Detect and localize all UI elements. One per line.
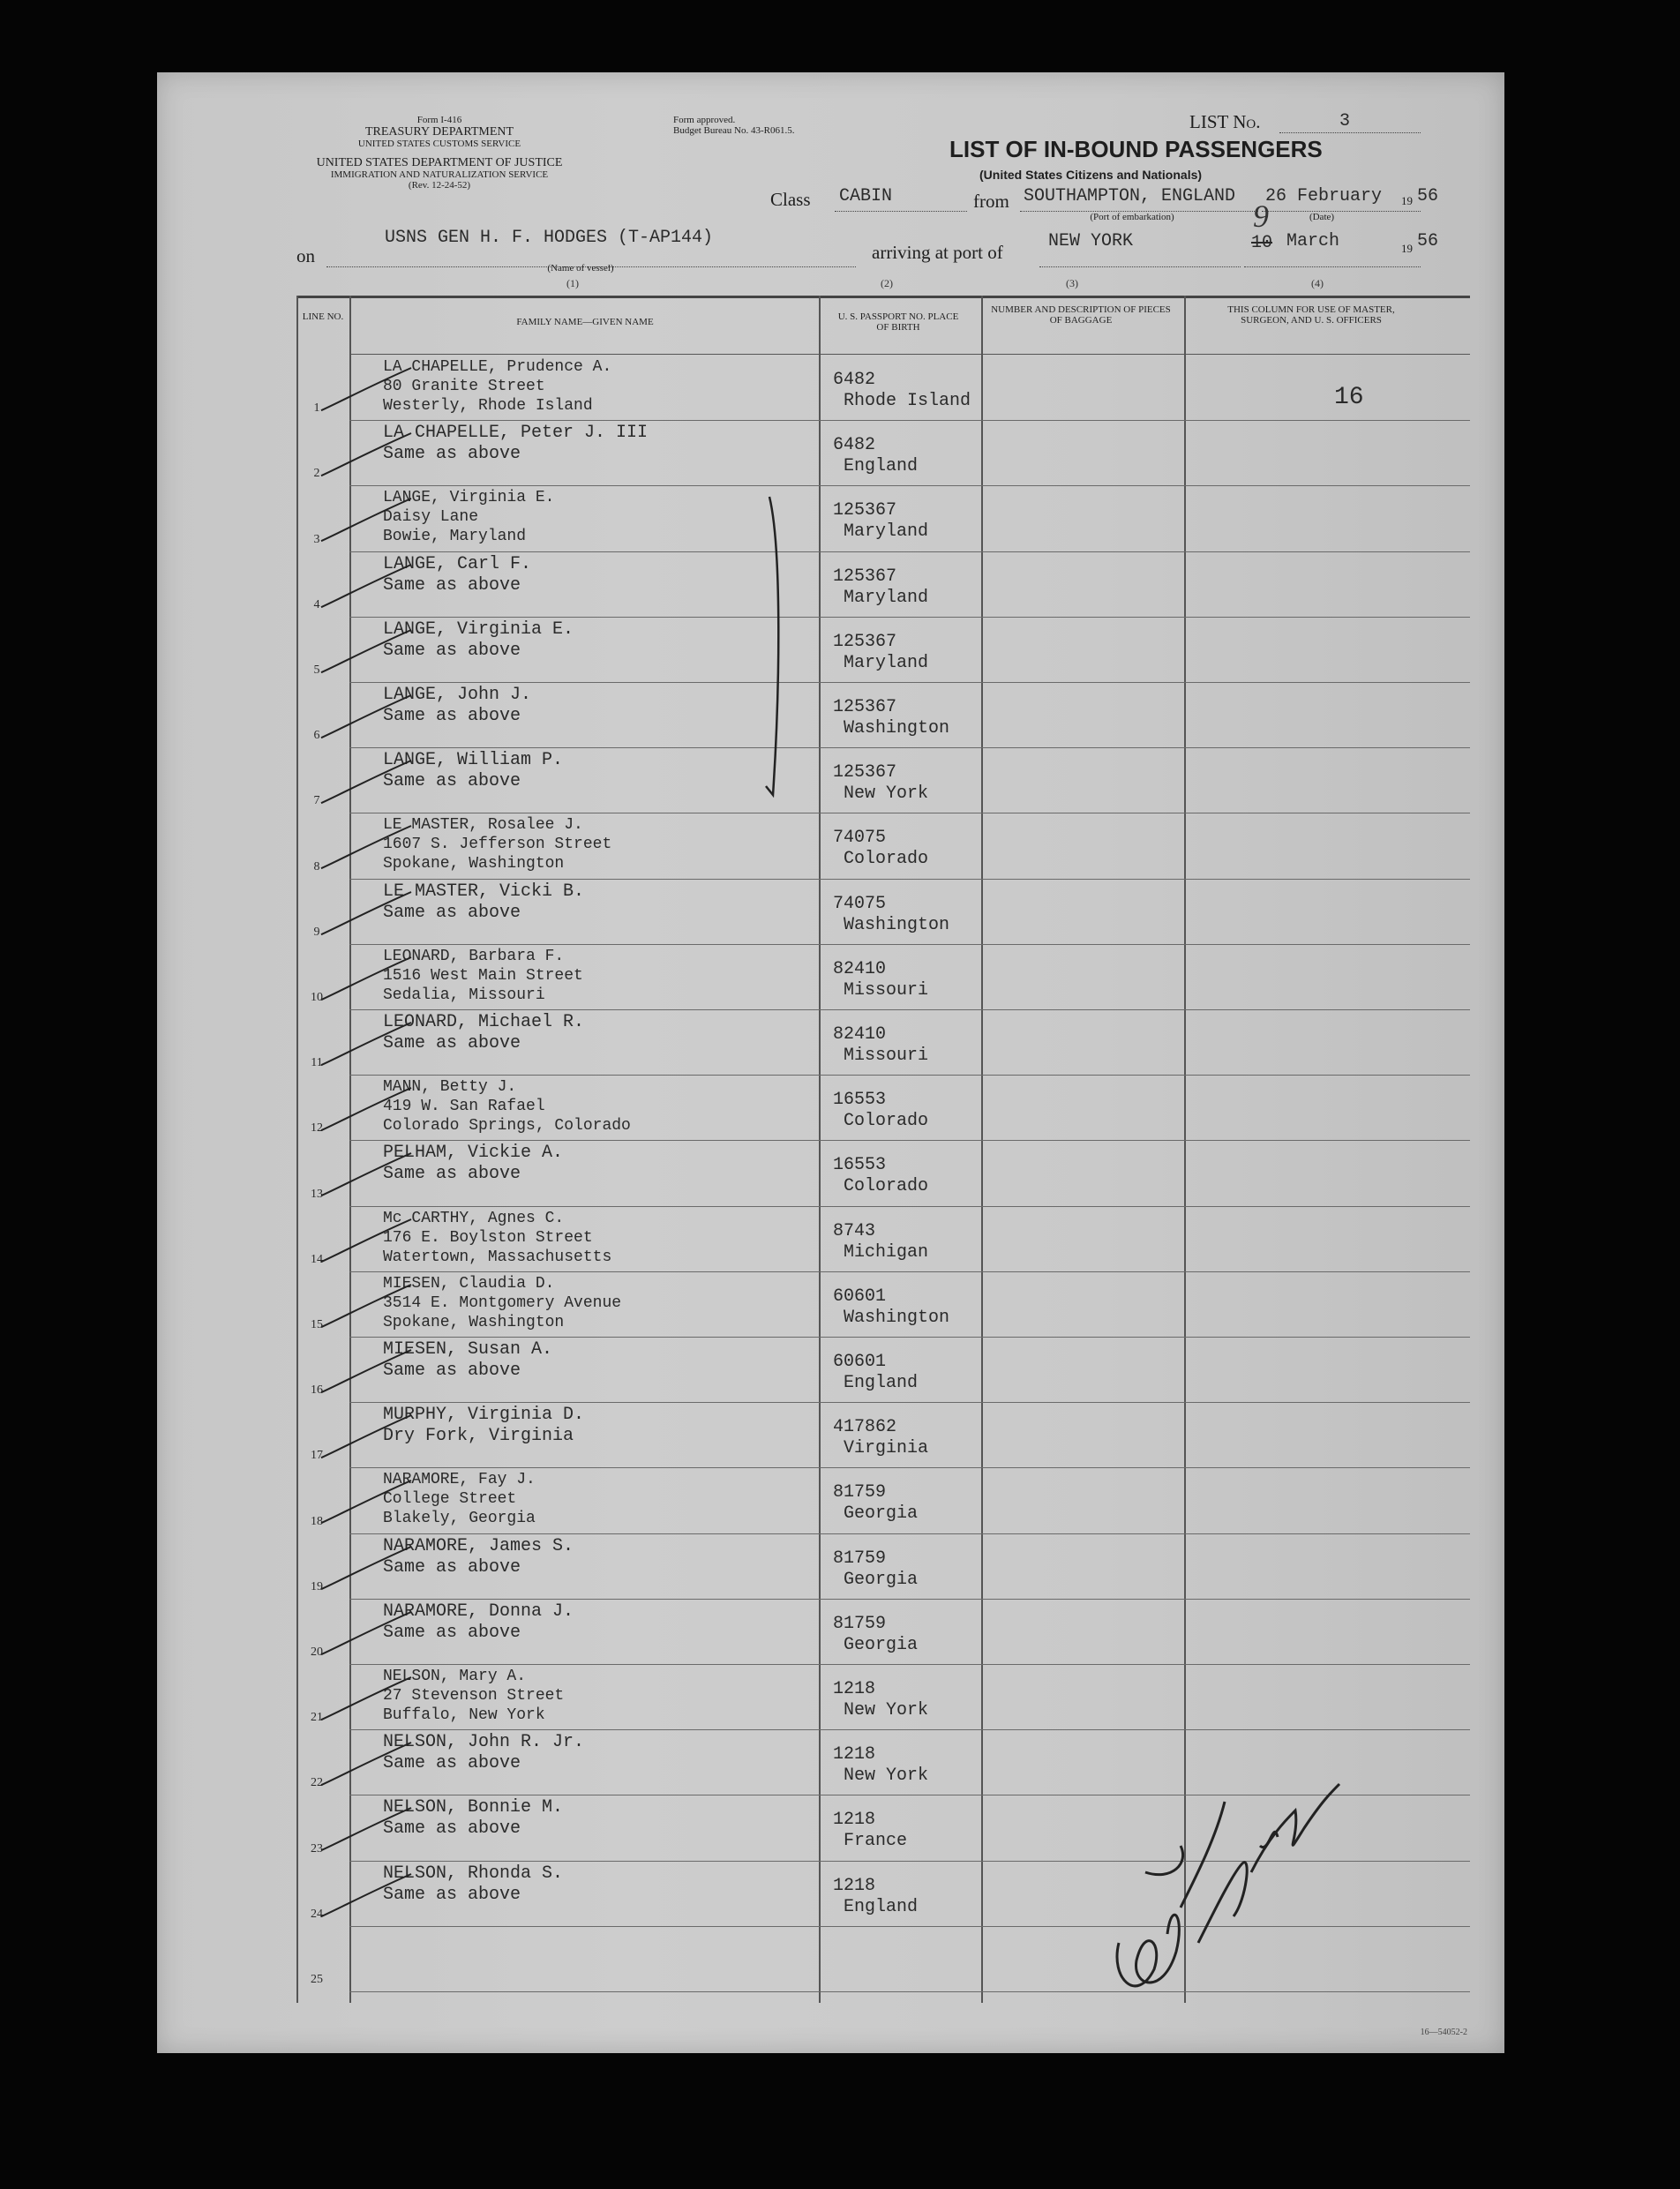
check-mark xyxy=(318,1600,415,1665)
table-row xyxy=(296,1272,1470,1338)
check-mark xyxy=(318,356,415,421)
line-number: 7 xyxy=(313,794,320,808)
line-number: 12 xyxy=(311,1121,323,1136)
officer-note: 16 xyxy=(1334,384,1364,411)
table-row xyxy=(296,421,1470,486)
header-bottom-rule xyxy=(349,354,1470,355)
line-number: 8 xyxy=(313,859,320,873)
vessel-name-value: USNS GEN H. F. HODGES (T-AP144) xyxy=(385,228,714,248)
passenger-name-address: PELHAM, Vickie A. Same as above xyxy=(383,1143,564,1185)
officers-header: THIS COLUMN FOR USE OF MASTER, SURGEON, AND U. S. OFFICERS xyxy=(1227,304,1395,326)
check-mark xyxy=(318,1141,415,1206)
budget-bureau-no: Budget Bureau No. 43-R061.5. xyxy=(673,125,795,136)
footer-print-code: 16—54052-2 xyxy=(1420,2028,1467,2037)
table-row xyxy=(296,552,1470,618)
passenger-name-address: MANN, Betty J. 419 W. San Rafael Colorado Springs, Colorado xyxy=(383,1078,631,1136)
check-mark xyxy=(318,1076,415,1141)
passport-birthplace: 1218 New York xyxy=(833,1679,929,1720)
passenger-name-address: MURPHY, Virginia D. Dry Fork, Virginia xyxy=(383,1405,585,1447)
list-no-label: LIST No. xyxy=(1189,111,1261,132)
check-mark xyxy=(318,1468,415,1533)
column-number-3: (3) xyxy=(1066,277,1078,289)
table-row xyxy=(296,1600,1470,1665)
table-row xyxy=(296,1010,1470,1076)
passport-header: U. S. PASSPORT NO. PLACE OF BIRTH xyxy=(837,311,959,333)
passport-birthplace: 6482 Rhode Island xyxy=(833,370,971,411)
passport-birthplace: 125367 Maryland xyxy=(833,566,929,608)
list-no-value: 3 xyxy=(1339,111,1351,131)
table-row xyxy=(296,1534,1470,1600)
table-row xyxy=(296,1403,1470,1468)
check-mark xyxy=(318,945,415,1010)
line-number: 3 xyxy=(313,532,320,546)
check-mark xyxy=(318,813,415,879)
passport-birthplace: 16553 Colorado xyxy=(833,1155,929,1197)
date-value: 26 February xyxy=(1265,186,1383,206)
passport-birthplace: 8743 Michigan xyxy=(833,1220,929,1263)
line-number: 6 xyxy=(313,729,320,743)
passenger-name-address: NELSON, John R. Jr. Same as above xyxy=(383,1732,585,1774)
passenger-name-address: Mc CARTHY, Agnes C. 176 E. Boylston Street Watertown, Massachusetts xyxy=(383,1209,612,1266)
port-of-embarkation-value: SOUTHAMPTON, ENGLAND xyxy=(1024,186,1236,206)
line-number: 1 xyxy=(313,401,320,416)
arriving-label: arriving at port of xyxy=(872,242,1003,263)
baggage-header: NUMBER AND DESCRIPTION OF PIECES OF BAGGAGE xyxy=(991,304,1171,326)
check-mark xyxy=(318,1862,415,1927)
from-label: from xyxy=(973,191,1009,212)
check-mark xyxy=(318,1730,415,1795)
passport-birthplace: 1218 France xyxy=(833,1810,908,1852)
check-mark xyxy=(318,1272,415,1338)
passenger-name-address: LA CHAPELLE, Prudence A. 80 Granite Street Westerly, Rhode Island xyxy=(383,358,612,415)
line-number: 25 xyxy=(311,1972,323,1986)
passenger-name-address: NELSON, Rhonda S. Same as above xyxy=(383,1863,564,1905)
passenger-name-address: MIESEN, Claudia D. 3514 E. Montgomery Avenue Spokane, Washington xyxy=(383,1274,622,1331)
date-year-prefix: 19 xyxy=(1401,194,1413,207)
passport-birthplace: 1218 England xyxy=(833,1875,919,1917)
check-mark xyxy=(318,1795,415,1861)
passenger-name-address: LANGE, Virginia E. Daisy Lane Bowie, Maryland xyxy=(383,489,555,546)
line-number: 14 xyxy=(311,1252,323,1266)
arrival-year-prefix: 19 xyxy=(1401,242,1413,255)
passenger-name-address: LE MASTER, Vicki B. Same as above xyxy=(383,881,585,923)
line-number: 19 xyxy=(311,1579,323,1593)
check-mark xyxy=(318,552,415,618)
passenger-name-address: NARAMORE, Donna J. Same as above xyxy=(383,1601,574,1643)
check-mark xyxy=(318,618,415,683)
date-caption: (Date) xyxy=(1309,212,1335,222)
arrival-date-struck: 10 xyxy=(1251,233,1273,253)
table-row xyxy=(296,486,1470,551)
column-number-2: (2) xyxy=(881,277,893,289)
line-number: 5 xyxy=(313,663,320,677)
column-number-1: (1) xyxy=(566,277,579,289)
table-row xyxy=(296,813,1470,879)
passport-birthplace: 74075 Colorado xyxy=(833,828,929,870)
line-number: 10 xyxy=(311,990,323,1004)
line-number: 11 xyxy=(311,1056,323,1070)
passport-birthplace: 16553 Colorado xyxy=(833,1090,929,1132)
line-no-header: LINE NO. xyxy=(302,311,344,322)
table-row xyxy=(296,880,1470,945)
treasury-department: TREASURY DEPARTMENT xyxy=(364,125,514,139)
name-header: FAMILY NAME—GIVEN NAME xyxy=(516,317,654,327)
passport-birthplace: 1218 New York xyxy=(833,1744,929,1787)
date-year-value: 56 xyxy=(1417,186,1439,206)
check-mark xyxy=(318,1534,415,1600)
form-subtitle: (United States Citizens and Nationals) xyxy=(979,168,1203,182)
passenger-table xyxy=(296,296,1470,2003)
passport-birthplace: 81759 Georgia xyxy=(833,1548,919,1590)
arrival-date-correction: 9 xyxy=(1253,199,1269,234)
form-number: Form I-416 xyxy=(416,115,462,125)
check-mark xyxy=(318,1403,415,1468)
port-of-arrival-value: NEW YORK xyxy=(1048,231,1134,251)
table-row xyxy=(296,1076,1470,1141)
form-approved: Form approved. xyxy=(673,115,736,125)
immigration-service: IMMIGRATION AND NATURALIZATION SERVICE xyxy=(330,169,549,180)
table-row xyxy=(296,1468,1470,1533)
passport-birthplace: 60601 Washington xyxy=(833,1286,950,1328)
passenger-name-address: MIESEN, Susan A. Same as above xyxy=(383,1339,553,1381)
line-number: 17 xyxy=(311,1449,323,1463)
passenger-name-address: LANGE, Virginia E. Same as above xyxy=(383,618,574,661)
check-mark xyxy=(318,683,415,748)
passport-birthplace: 125367 Washington xyxy=(833,697,950,738)
table-row xyxy=(296,1207,1470,1272)
line-number: 20 xyxy=(311,1645,323,1659)
check-mark xyxy=(318,880,415,945)
check-mark xyxy=(318,421,415,486)
passport-birthplace: 125367 New York xyxy=(833,762,929,805)
check-mark xyxy=(318,486,415,551)
table-row xyxy=(296,356,1470,421)
passport-birthplace: 6482 England xyxy=(833,435,919,477)
check-mark xyxy=(318,1338,415,1403)
table-row xyxy=(296,1141,1470,1206)
passenger-name-address: LANGE, William P. Same as above xyxy=(383,750,564,792)
table-row xyxy=(296,1665,1470,1730)
passenger-name-address: NARAMORE, James S. Same as above xyxy=(383,1535,574,1578)
passenger-name-address: LANGE, John J. Same as above xyxy=(383,685,532,726)
form-title: LIST OF IN-BOUND PASSENGERS xyxy=(949,136,1323,162)
passport-birthplace: 81759 Georgia xyxy=(833,1482,919,1525)
family-bracket xyxy=(762,495,798,813)
vessel-name-caption: (Name of vessel) xyxy=(547,263,614,274)
arrival-year-value: 56 xyxy=(1417,231,1439,251)
passport-birthplace: 125367 Maryland xyxy=(833,500,929,543)
line-number: 23 xyxy=(311,1841,323,1855)
passport-birthplace: 82410 Missouri xyxy=(833,1024,929,1066)
check-mark xyxy=(318,1010,415,1076)
passport-birthplace: 417862 Virginia xyxy=(833,1417,929,1459)
customs-service: UNITED STATES CUSTOMS SERVICE xyxy=(357,139,521,149)
arrival-month-value: March xyxy=(1286,231,1340,251)
on-label: on xyxy=(296,245,315,266)
line-number: 18 xyxy=(311,1514,323,1528)
port-of-embarkation-caption: (Port of embarkation) xyxy=(1090,212,1174,222)
line-number: 22 xyxy=(311,1776,323,1790)
class-label: Class xyxy=(770,189,811,210)
revision-date: (Rev. 12-24-52) xyxy=(408,180,471,191)
passenger-name-address: LANGE, Carl F. Same as above xyxy=(383,553,532,596)
manifest-page xyxy=(157,72,1504,2053)
table-row xyxy=(296,748,1470,813)
passenger-name-address: LEONARD, Barbara F. 1516 West Main Street Sedalia, Missouri xyxy=(383,947,583,1004)
table-row xyxy=(296,1338,1470,1403)
check-mark xyxy=(318,1665,415,1730)
line-number: 13 xyxy=(311,1187,323,1201)
check-mark xyxy=(318,1207,415,1272)
check-mark xyxy=(318,748,415,813)
passport-birthplace: 125367 Maryland xyxy=(833,631,929,673)
line-number: 21 xyxy=(311,1711,323,1725)
table-row xyxy=(296,945,1470,1010)
passenger-name-address: NELSON, Bonnie M. Same as above xyxy=(383,1797,564,1840)
table-row xyxy=(296,618,1470,683)
class-value: CABIN xyxy=(839,186,893,206)
department-of-justice: UNITED STATES DEPARTMENT OF JUSTICE xyxy=(316,156,563,169)
line-number: 16 xyxy=(311,1383,323,1398)
table-top-border xyxy=(296,296,1470,298)
line-number: 2 xyxy=(313,467,320,481)
table-row xyxy=(296,683,1470,748)
column-number-4: (4) xyxy=(1311,277,1324,289)
line-number: 24 xyxy=(311,1907,323,1921)
passenger-name-address: NARAMORE, Fay J. College Street Blakely, Georgia xyxy=(383,1471,536,1528)
passenger-name-address: LEONARD, Michael R. Same as above xyxy=(383,1012,585,1053)
inspector-signature xyxy=(1092,1766,1348,2031)
line-number: 15 xyxy=(311,1317,323,1331)
passenger-name-address: NELSON, Mary A. 27 Stevenson Street Buffalo, New York xyxy=(383,1668,565,1724)
passenger-name-address: LE MASTER, Rosalee J. 1607 S. Jefferson Street Spokane, Washington xyxy=(383,816,612,873)
passport-birthplace: 74075 Washington xyxy=(833,893,950,935)
line-number: 4 xyxy=(313,597,320,611)
passport-birthplace: 82410 Missouri xyxy=(833,958,929,1001)
passport-birthplace: 60601 England xyxy=(833,1352,919,1393)
passport-birthplace: 81759 Georgia xyxy=(833,1613,919,1655)
passenger-name-address: LA CHAPELLE, Peter J. III Same as above xyxy=(383,423,649,465)
line-number: 9 xyxy=(313,925,320,939)
